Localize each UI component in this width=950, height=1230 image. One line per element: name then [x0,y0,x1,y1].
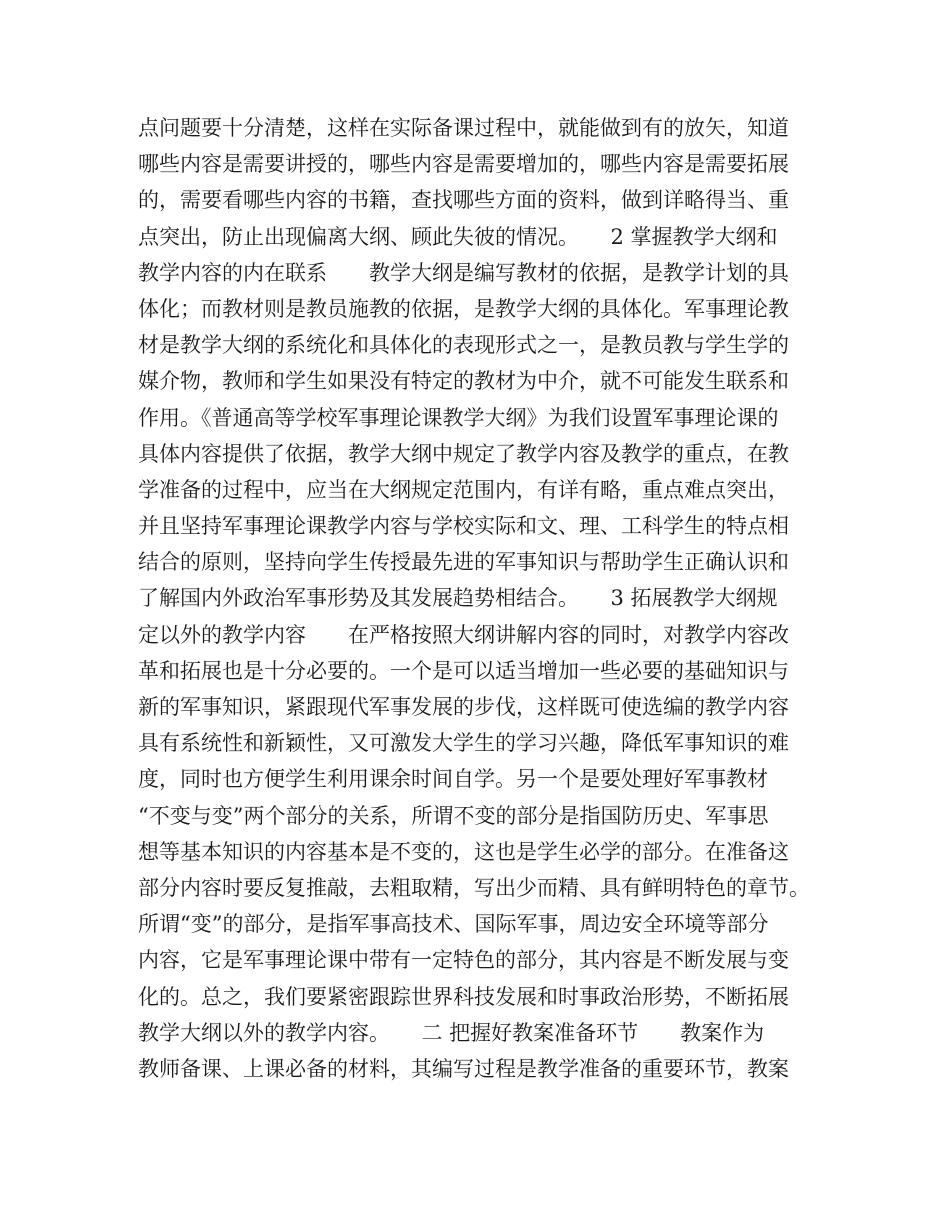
text-line: 部分内容时要反复推敲，去粗取精，写出少而精、具有鲜明特色的章节。 [138,875,810,900]
text-line: 并且坚持军事理论课教学内容与学校实际和文、理、工科学生的特点相 [138,514,789,539]
text-line: 内容，它是军事理论课中带有一定特色的部分，其内容是不断发展与变 [138,948,789,973]
text-line: 具体内容提供了依据，教学大纲中规定了教学内容及教学的重点，在教 [138,441,789,466]
text-line: 材是教学大纲的系统化和具体化的表现形式之一，是教员教与学生学的 [138,333,789,358]
text-line: 新的军事知识，紧跟现代军事发展的步伐，这样既可使选编的教学内容 [138,695,789,719]
text-line: 体化；而教材则是教员施教的依据，是教学大纲的具体化。军事理论教 [138,296,789,321]
text-line: 点问题要十分清楚，这样在实际备课过程中，就能做到有的放矢，知道 [138,116,789,140]
text-line: 度，同时也方便学生利用课余时间自学。另一个是要处理好军事教材 [138,767,768,792]
text-line: 媒介物，教师和学生如果没有特定的教材为中介，就不可能发生联系和 [138,369,789,394]
text-line: 学准备的过程中，应当在大纲规定范围内，有详有略，重点难点突出， [138,477,789,502]
text-line: 具有系统性和新颖性，又可激发大学生的学习兴趣，降低军事知识的难 [138,731,789,756]
text-line: 作用。《普通高等学校军事理论课教学大纲》为我们设置军事理论课的 [138,405,779,430]
text-line: 想等基本知识的内容基本是不变的，这也是学生必学的部分。在准备这 [138,839,789,864]
text-line: 的，需要看哪些内容的书籍，查找哪些方面的资料，做到详略得当、重 [138,188,789,213]
body-text [138,110,818,1087]
text-line: 教学内容的内在联系 教学大纲是编写教材的依据，是教学计划的具 [138,260,789,285]
text-line: 结合的原则，坚持向学生传授最先进的军事知识与帮助学生正确认识和 [138,550,789,575]
text-line: “不变与变”两个部分的关系，所谓不变的部分是指国防历史、军事思 [138,803,769,828]
text-line: 点突出，防止出现偏离大纲、顾此失彼的情况。 2 掌握教学大纲和 [138,224,778,249]
text-line: 了解国内外政治军事形势及其发展趋势相结合。 3 拓展教学大纲规 [138,586,778,611]
text-line: 教师备课、上课必备的材料，其编写过程是教学准备的重要环节，教案 [138,1056,789,1081]
text-line: 哪些内容是需要讲授的，哪些内容是需要增加的，哪些内容是需要拓展 [138,152,789,177]
text-line: 化的。总之，我们要紧密跟踪世界科技发展和时事政治形势，不断拓展 [138,984,789,1009]
text-line: 革和拓展也是十分必要的。一个是可以适当增加一些必要的基础知识与 [138,658,789,683]
text-line: 教学大纲以外的教学内容。 二 把握好教案准备环节 教案作为 [138,1020,765,1045]
text-line: 所谓“变”的部分，是指军事高技术、国际军事，周边安全环境等部分 [138,912,769,937]
text-line: 定以外的教学内容 在严格按照大纲讲解内容的同时，对教学内容改 [138,622,789,647]
